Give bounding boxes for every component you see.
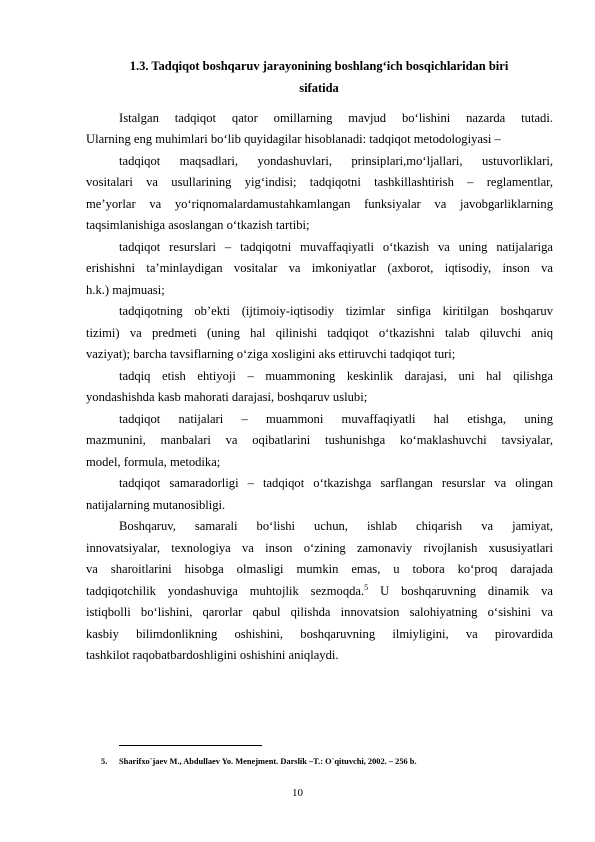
paragraph-line: tashkilot raqobatbardoshligini oshishini aniqlaydi.	[86, 648, 339, 662]
paragraph-line: vositalari va usullarining yig‘indisi; tadqiqotni tashkillashtirish – reglamentlar,	[86, 175, 553, 189]
paragraph-line: tadqiqotning ob’ekti (ijtimoiy-iqtisodiy tizimlar sinfiga kiritilgan boshqaruv	[119, 304, 553, 318]
paragraph-line: Ularning eng muhimlari bo‘lib quyidagilar hisoblanadi: tadqiqot metodologiyasi –	[86, 132, 501, 146]
paragraph-line: va sharoitlarini hisobga olmasligi mumkin emas, u tobora ko‘proq darajada	[86, 562, 553, 576]
section-heading-line-2: sifatida	[299, 81, 339, 95]
footnote-number: 5.	[101, 757, 108, 766]
paragraph-line-with-footnote	[86, 583, 553, 599]
section-heading-line-1: 1.3. Tadqiqot boshqaruv jarayonining boshlang‘ich bosqichlaridan biri	[129, 59, 509, 73]
footnote	[101, 757, 417, 766]
paragraph-line: tadqiqot maqsadlari, yondashuvlari, prinsiplari,mo‘ljallari, ustuvorliklari,	[119, 154, 553, 168]
paragraph-line: Istalgan tadqiqot qator omillarning mavjud bo‘lishini nazarda tutadi.	[119, 111, 553, 125]
paragraph-line: erishishni ta’minlaydigan vositalar va imkoniyatlar (axborot, iqtisodiy, inson va	[86, 261, 553, 275]
paragraph-line: Boshqaruv, samarali bo‘lishi uchun, ishlab chiqarish va jamiyat,	[119, 519, 553, 533]
paragraph-line: mazmunini, manbalari va oqibatlarini tushunishga ko‘maklashuvchi tavsiyalar,	[86, 433, 553, 447]
paragraph-line: tadqiqot samaradorligi – tadqiqot o‘tkazishga sarflangan resurslar va olingan	[119, 476, 553, 490]
paragraph-text: tadqiqotchilik yondashuviga muhtojlik sezmoqda.	[86, 584, 365, 598]
paragraph-line: tizimi) va predmeti (uning hal qilinishi tadqiqot o‘tkazishni talab qiluvchi aniq	[86, 326, 553, 340]
footnote-separator	[119, 745, 262, 746]
paragraph-line: natijalarning mutanosibligi.	[86, 498, 226, 512]
paragraph-line: innovatsiyalar, texnologiya va inson o‘zining zamonaviy rivojlanish xususiyatlari	[86, 541, 553, 555]
paragraph-line: taqsimlanishiga asoslangan o‘tkazish tartibi;	[86, 218, 310, 232]
paragraph-line: vaziyat); barcha tavsiflarning o‘ziga xosligini aks ettiruvchi tadqiqot turi;	[86, 347, 456, 361]
footnote-text: Sharifxo`jaev M., Abdullaev Yo. Menejment. Darslik –T.: O`qituvchi, 2002. – 256 b.	[119, 757, 417, 766]
paragraph-line: tadqiq etish ehtiyoji – muammoning keskinlik darajasi, uni hal qilishga	[119, 369, 553, 383]
paragraph-line: tadqiqot natijalari – muammoni muvaffaqiyatli hal etishga, uning	[119, 412, 553, 426]
paragraph-line: tadqiqot resurslari – tadqiqotni muvaffaqiyatli o‘tkazish va uning natijalariga	[119, 240, 553, 254]
paragraph-line: me’yorlar va yo‘riqnomalardamustahkamlangan funksiyalar va javobgarliklarning	[86, 197, 553, 211]
paragraph-line: kasbiy bilimdonlikning oshishini, boshqaruvning ilmiyligini, va pirovardida	[86, 627, 553, 641]
paragraph-line: yondashishda kasb mahorati darajasi, boshqaruv uslubi;	[86, 390, 368, 404]
paragraph-line: h.k.) majmuasi;	[86, 283, 165, 297]
paragraph-line: istiqbolli bo‘lishini, qarorlar qabul qilishda innovatsion salohiyatning o‘sishini va	[86, 605, 553, 619]
page-number: 10	[292, 787, 303, 799]
paragraph-text: U boshqaruvning dinamik va	[380, 584, 553, 598]
footnote-reference[interactable]: 5	[364, 582, 369, 592]
paragraph-line: model, formula, metodika;	[86, 455, 221, 469]
